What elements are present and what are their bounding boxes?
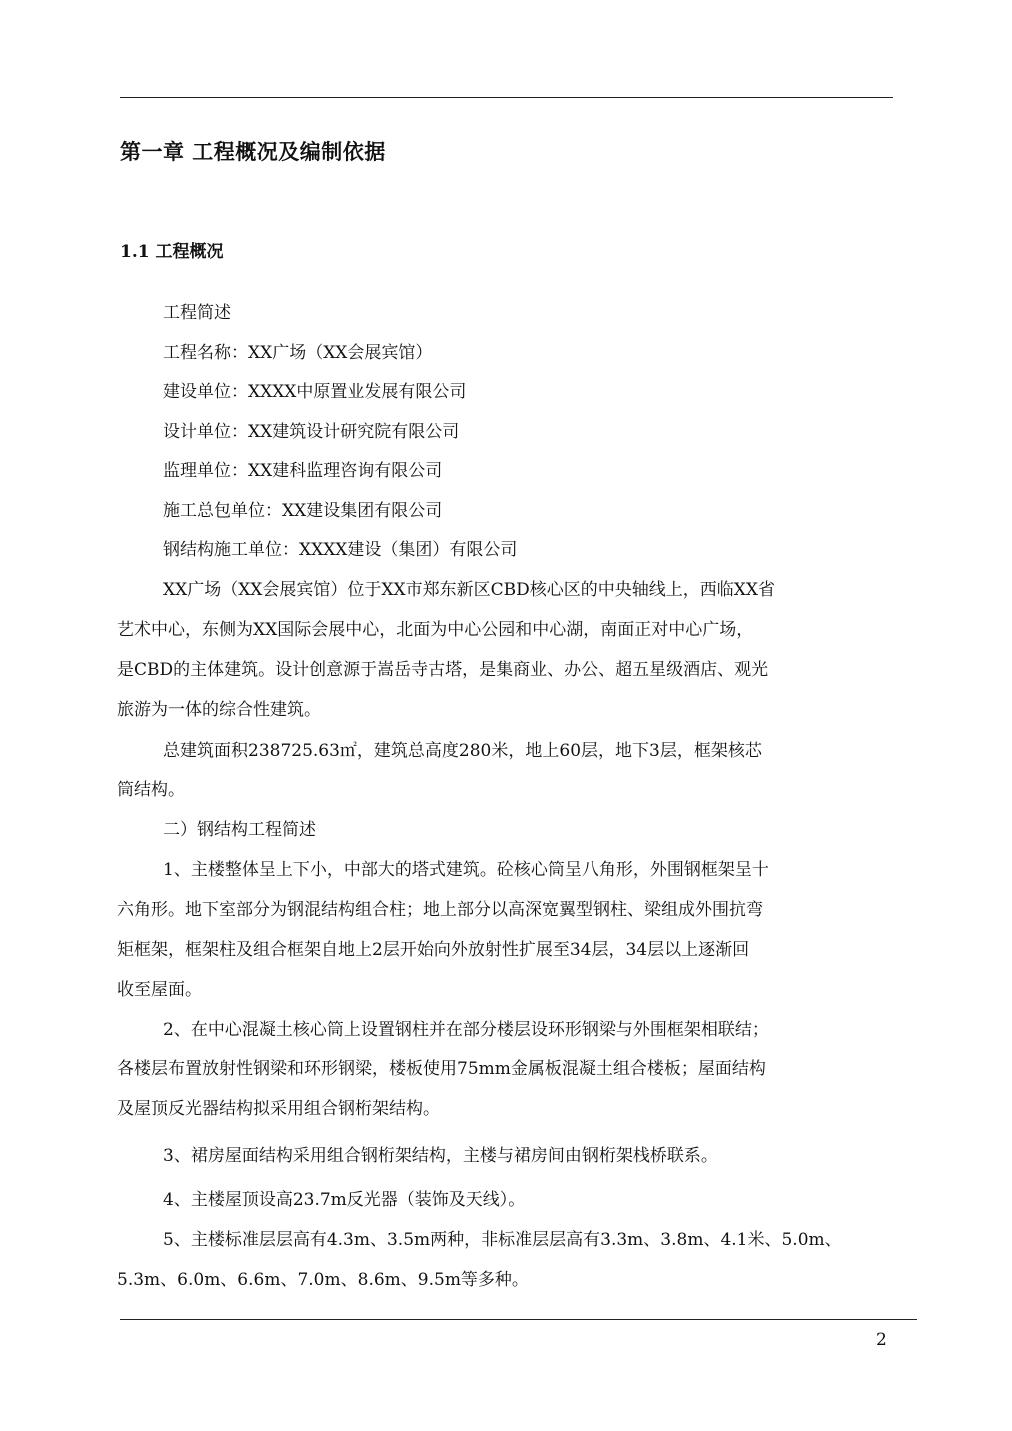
supervision-unit: 监理单位：XX建科监理咨询有限公司 xyxy=(163,461,443,481)
item-5-line: 5.3m、6.0m、6.6m、7.0m、8.6m、9.5m等多种。 xyxy=(117,1270,529,1290)
steel-structure-heading: 二）钢结构工程简述 xyxy=(163,820,316,840)
footer-rule xyxy=(120,1319,917,1320)
area-paragraph-line: 总建筑面积238725.63㎡，建筑总高度280米，地上60层，地下3层，框架核芯 xyxy=(163,741,762,761)
item-1-line: 1、主楼整体呈上下小，中部大的塔式建筑。砼核心筒呈八角形，外围钢框架呈十 xyxy=(163,860,769,880)
item-1-line: 矩框架，框架柱及组合框架自地上2层开始向外放射性扩展至34层，34层以上逐渐回 xyxy=(117,940,750,960)
item-1-line: 六角形。地下室部分为钢混结构组合柱；地上部分以高深宽翼型钢柱、梁组成外围抗弯 xyxy=(117,900,763,920)
general-contractor: 施工总包单位：XX建设集团有限公司 xyxy=(163,501,443,521)
location-paragraph-line: 旅游为一体的综合性建筑。 xyxy=(117,700,321,720)
item-1-line: 收至屋面。 xyxy=(117,980,202,1000)
location-paragraph-line: 是CBD的主体建筑。设计创意源于嵩岳寺古塔，是集商业、办公、超五星级酒店、观光 xyxy=(117,660,769,680)
location-paragraph-line: 艺术中心，东侧为XX国际会展中心，北面为中心公园和中心湖，南面正对中心广场， xyxy=(117,620,754,640)
section-title: 1.1 工程概况 xyxy=(120,242,224,262)
location-paragraph-line: XX广场（XX会展宾馆）位于XX市郑东新区CBD核心区的中央轴线上，西临XX省 xyxy=(163,580,775,600)
overview-heading: 工程简述 xyxy=(163,303,231,323)
header-rule xyxy=(120,97,893,98)
page-number: 2 xyxy=(876,1330,887,1350)
chapter-title: 第一章 工程概况及编制依据 xyxy=(120,139,386,164)
project-name: 工程名称：XX广场（XX会展宾馆） xyxy=(163,343,433,363)
item-2-line: 2、在中心混凝土核心筒上设置钢柱并在部分楼层设环形钢梁与外围框架相联结； xyxy=(163,1020,769,1040)
owner-unit: 建设单位：XXXX中原置业发展有限公司 xyxy=(163,382,467,402)
item-3: 3、裙房屋面结构采用组合钢桁架结构，主楼与裙房间由钢桁架栈桥联系。 xyxy=(163,1146,718,1166)
design-unit: 设计单位：XX建筑设计研究院有限公司 xyxy=(163,422,460,442)
item-4: 4、主楼屋顶设高23.7m反光器（装饰及天线）。 xyxy=(163,1190,526,1210)
steel-contractor: 钢结构施工单位：XXXX建设（集团）有限公司 xyxy=(163,540,518,560)
item-2-line: 及屋顶反光器结构拟采用组合钢桁架结构。 xyxy=(117,1099,440,1119)
item-2-line: 各楼层布置放射性钢梁和环形钢梁，楼板使用75mm金属板混凝土组合楼板；屋面结构 xyxy=(117,1059,766,1079)
area-paragraph-line: 筒结构。 xyxy=(117,780,185,800)
item-5-line: 5、主楼标准层层高有4.3m、3.5m两种，非标准层层高有3.3m、3.8m、4.1米、5.0m、 xyxy=(163,1230,842,1250)
